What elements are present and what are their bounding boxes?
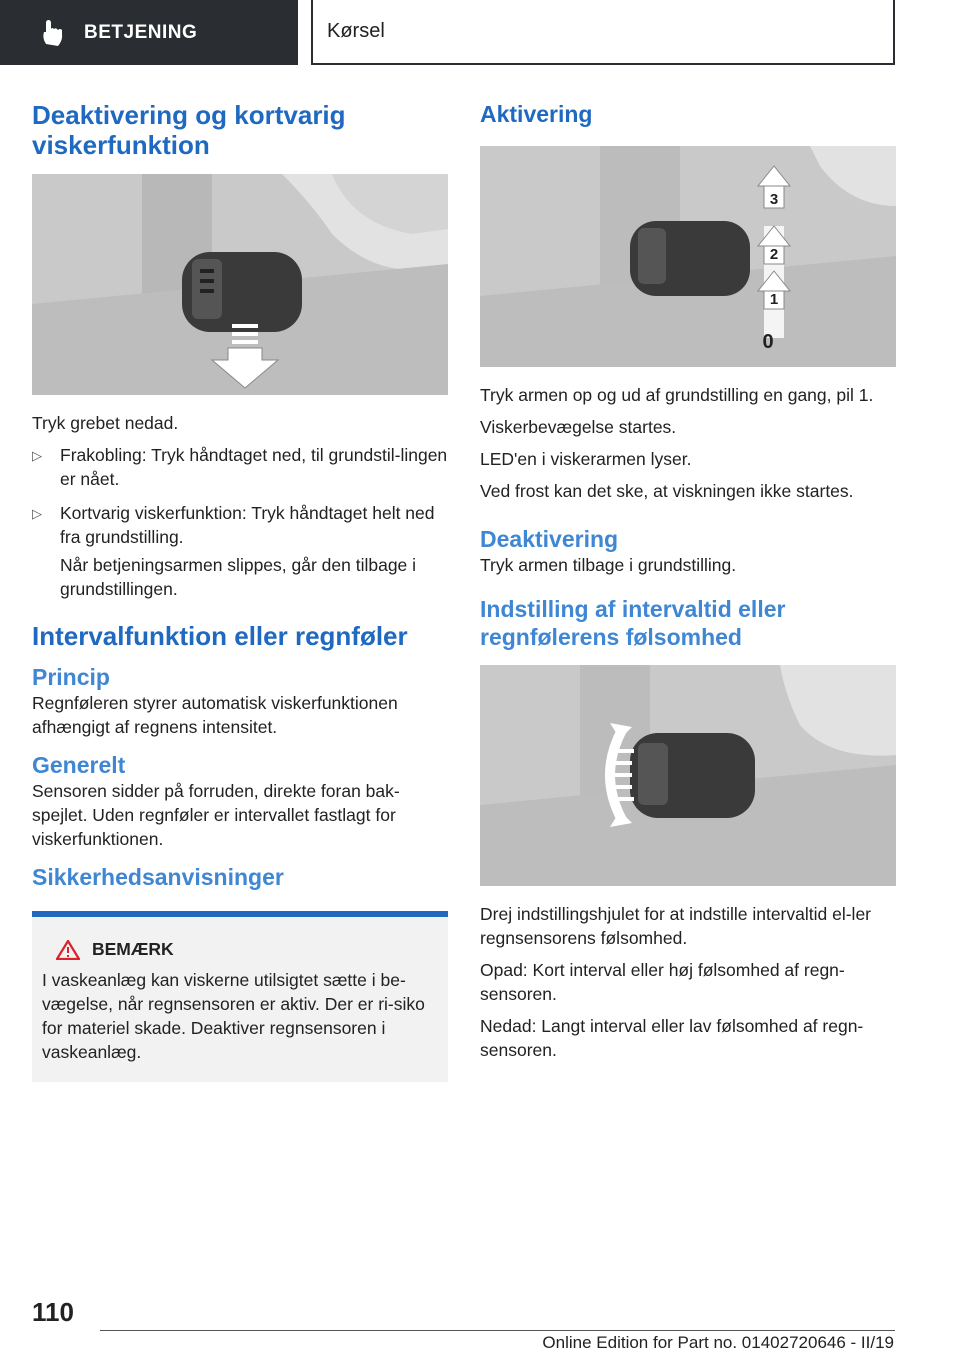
section-label: BETJENING <box>84 21 198 43</box>
interval-heading: Intervalfunktion eller regnføler <box>32 621 408 651</box>
wiper-lever-up-illustration <box>480 146 896 367</box>
bullet-continuation: Når betjeningsarmen slippes, går den tilbage i grundstillingen. <box>60 555 417 599</box>
arrow-label-0: 0 <box>762 331 774 353</box>
activation-text: Tryk armen op og ud af grundstilling en gang, pil 1. <box>480 385 874 405</box>
bullet-item <box>32 501 448 549</box>
setting-heading: Indstilling af intervaltid eller regnfølerens følsomhed <box>480 596 786 650</box>
notice-text: I vaskeanlæg kan viskerne utilsigtet sætte i be-vægelse, når regnsensoren er aktiv. Der er ri-siko for materiel skade. Deaktiver regnsensoren i vaskeanlæg. <box>42 970 425 1062</box>
princip-heading: Princip <box>32 664 110 690</box>
activation-heading: Aktivering <box>480 101 593 127</box>
intro-text: Tryk grebet nedad. <box>32 413 179 433</box>
footer-divider <box>100 1330 895 1331</box>
activation-text: LED'en i viskerarmen lyser. <box>480 449 692 469</box>
setting-text: Drej indstillingshjulet for at indstille intervaltid el-ler regnsensorens følsomhed. <box>480 904 871 948</box>
notice-title: BEMÆRK <box>92 939 174 959</box>
deactivation-title: Deaktivering og kortvarig viskerfunktion <box>32 100 346 160</box>
wiper-lever-down-illustration <box>32 174 448 395</box>
chapter-tab <box>311 0 895 65</box>
bullet-text: Frakobling: Tryk håndtaget ned, til grundstil-lingen er nået. <box>60 445 448 489</box>
chapter-label: Kørsel <box>327 20 385 42</box>
arrow-label-2: 2 <box>769 246 779 263</box>
deactivation-heading: Deaktivering <box>480 526 619 552</box>
generelt-text: Sensoren sidder på forruden, direkte foran bak-spejlet. Uden regnføler er intervallet fastlagt for viskerfunktionen. <box>32 781 400 849</box>
page-number: 110 <box>32 1297 74 1327</box>
setting-text: Opad: Kort interval eller høj følsomhed af regn-sensoren. <box>480 960 845 1004</box>
hand-pointer-icon <box>40 18 66 48</box>
generelt-heading: Generelt <box>32 752 126 778</box>
section-tab <box>0 0 298 65</box>
triangle-bullet-icon: ▷ <box>32 506 42 521</box>
bullet-text: Kortvarig viskerfunktion: Tryk håndtaget helt ned fra grundstilling. <box>60 503 435 547</box>
deactivation-text: Tryk armen tilbage i grundstilling. <box>480 555 737 575</box>
footer-edition: Online Edition for Part no. 01402720646 - II/19 <box>542 1333 894 1352</box>
safety-heading: Sikkerhedsanvisninger <box>32 864 284 890</box>
bullet-item <box>32 443 448 491</box>
arrow-label-3: 3 <box>769 191 779 208</box>
setting-text: Nedad: Langt interval eller lav følsomhed af regn-sensoren. <box>480 1016 864 1060</box>
activation-text: Ved frost kan det ske, at viskningen ikke startes. <box>480 481 854 501</box>
triangle-bullet-icon: ▷ <box>32 448 42 463</box>
notice-box <box>32 911 448 1082</box>
activation-text: Viskerbevægelse startes. <box>480 417 677 437</box>
warning-triangle-icon <box>56 940 80 960</box>
wiper-wheel-illustration <box>480 665 896 886</box>
notice-header <box>56 939 438 960</box>
princip-text: Regnføleren styrer automatisk viskerfunktionen afhængigt af regnens intensitet. <box>32 693 398 737</box>
arrow-label-1: 1 <box>769 291 779 308</box>
right-column <box>480 100 896 1070</box>
left-column <box>32 100 448 1082</box>
